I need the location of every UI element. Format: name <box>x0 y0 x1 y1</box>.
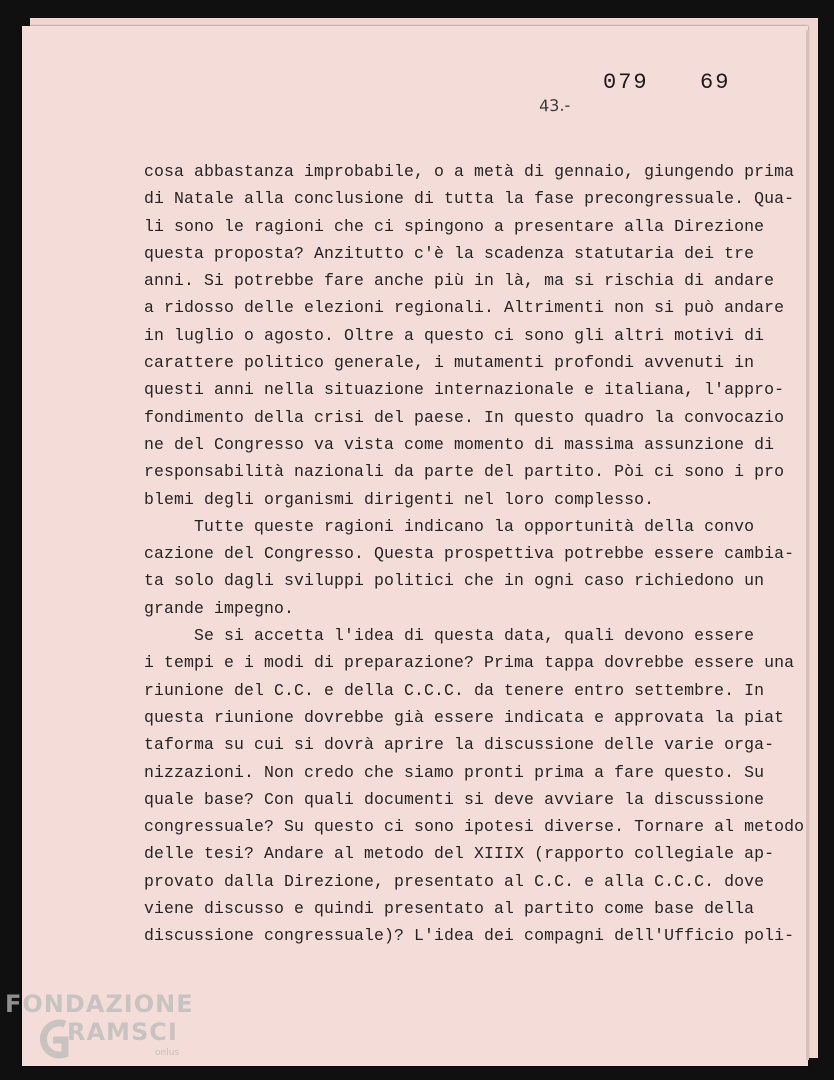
text-line: in luglio o agosto. Oltre a questo ci sono gli altri motivi di <box>144 325 765 345</box>
text-line: blemi degli organismi dirigenti nel loro complesso. <box>144 489 655 509</box>
text-line: responsabilità nazionali da parte del partito. Pòi ci sono i pro <box>144 462 785 482</box>
text-line: nizzazioni. Non credo che siamo pronti prima a fare questo. Su <box>144 762 765 782</box>
text-line: cosa abbastanza improbabile, o a metà di gennaio, giungendo prima <box>144 162 795 181</box>
text-line: Tutte queste ragioni indicano la opportunità della convo <box>144 516 755 536</box>
text-line: ne del Congresso va vista come momento di massima assunzione di <box>144 434 775 454</box>
text-line: congressuale? Su questo ci sono ipotesi diverse. Tornare al metodo <box>144 817 805 837</box>
text-line: taforma su cui si dovrà aprire la discussione delle varie orga- <box>144 735 775 755</box>
page-number: 43.- <box>538 95 571 116</box>
logo-text-line3: onlus <box>155 1048 180 1058</box>
text-line: anni. Si potrebbe fare anche più in là, ma si rischia di andare <box>144 271 775 291</box>
text-line: questi anni nella situazione internazionale e italiana, l'appro- <box>144 380 785 400</box>
text-line: discussione congressuale)? L'idea dei compagni dell'Ufficio poli- <box>144 926 795 946</box>
text-line: cazione del Congresso. Questa prospettiva potrebbe essere cambia- <box>144 544 795 564</box>
text-line: delle tesi? Andare al metodo del XIIIX (rapporto collegiale ap- <box>144 844 775 864</box>
text-line: di Natale alla conclusione di tutta la fase precongressuale. Qua- <box>144 189 795 209</box>
text-line: fondimento della crisi del paese. In questo quadro la convocazio <box>144 407 785 427</box>
page-edge <box>806 30 809 1060</box>
document-body <box>144 158 805 950</box>
archive-number: 079 <box>603 70 649 95</box>
archive-number-secondary: 69 <box>700 70 731 95</box>
text-line: questa riunione dovrebbe già essere indicata e approvata la piat <box>144 707 785 727</box>
text-line: grande impegno. <box>144 598 295 618</box>
text-line: viene discusso e quindi presentato al partito come base della <box>144 899 755 919</box>
text-line: riunione del C.C. e della C.C.C. da tenere entro settembre. In <box>144 680 765 700</box>
logo-text-line1: FONDAZIONE <box>5 990 194 1018</box>
text-line: i tempi e i modi di preparazione? Prima tappa dovrebbe essere una <box>144 653 795 673</box>
logo-text-line2: RAMSCI <box>67 1018 178 1046</box>
text-line: a ridosso delle elezioni regionali. Altrimenti non si può andare <box>144 298 785 318</box>
text-line: questa proposta? Anzitutto c'è la scadenza statutaria dei tre <box>144 243 755 263</box>
text-line: Se si accetta l'idea di questa data, quali devono essere <box>144 626 755 646</box>
fondazione-gramsci-logo <box>5 990 205 1070</box>
text-line: provato dalla Direzione, presentato al C.C. e alla C.C.C. dove <box>144 871 765 891</box>
text-line: li sono le ragioni che ci spingono a presentare alla Direzione <box>144 216 765 236</box>
text-line: quale base? Con quali documenti si deve avviare la discussione <box>144 789 765 809</box>
logo-g-icon <box>35 1014 71 1064</box>
text-line: ta solo dagli sviluppi politici che in ogni caso richiedono un <box>144 571 765 591</box>
text-line: carattere politico generale, i mutamenti profondi avvenuti in <box>144 353 755 373</box>
